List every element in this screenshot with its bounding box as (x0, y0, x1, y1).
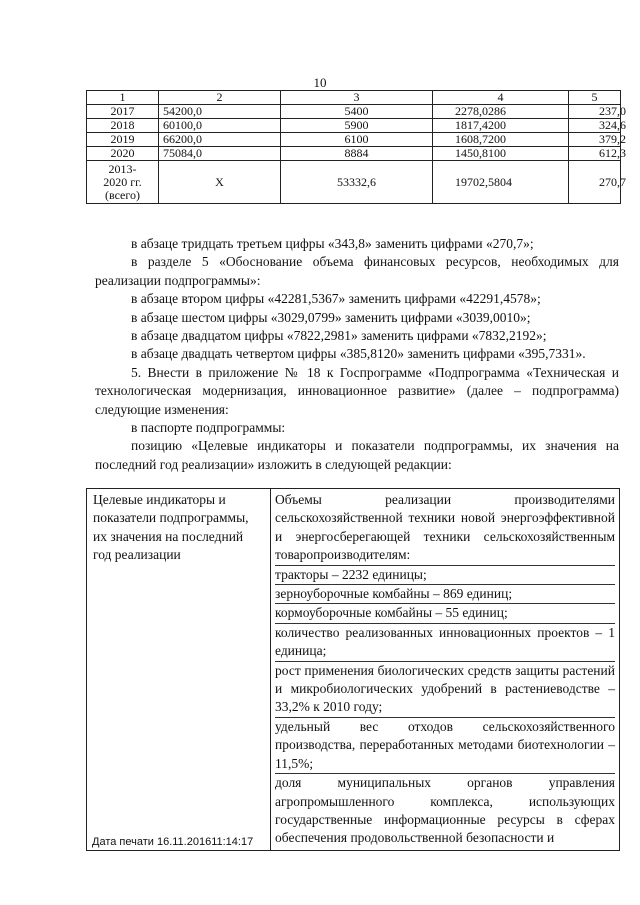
header-cell: 1 (87, 91, 159, 105)
year-cell: 2020 (87, 147, 159, 161)
paragraph: в абзаце втором цифры «42281,5367» заменить цифрами «42291,4578»; (131, 291, 541, 307)
paragraph: позицию «Целевые индикаторы и показатели подпрограммы, их значения на последний год реализации» изложить в следующей редакции: (95, 438, 619, 472)
total-label-line: 2020 гг. (103, 174, 142, 189)
year-cell: 2017 (87, 105, 159, 119)
indicator-item: удельный вес отходов сельскохозяйственного производства, переработанных методами биотехнологии – 11,5%; (275, 718, 615, 774)
paragraph: 5. Внести в приложение № 18 к Госпрограмме «Подпрограмма «Техническая и технологическая модернизация, инновационное развитие» (далее – подпрограмма) следующие изменения: (95, 364, 619, 417)
total-label-line: (всего) (104, 187, 140, 202)
table-row (87, 133, 621, 147)
value-cell: 8884 (281, 147, 433, 161)
paragraph: в разделе 5 «Обоснование объема финансовых ресурсов, необходимых для реализации подпрограммы»: (95, 254, 619, 288)
body-text (95, 235, 619, 474)
total-row (87, 161, 621, 204)
total-label-line: 2013- (108, 161, 137, 176)
value-cell: 5900 (281, 119, 433, 133)
value-cell: 237,0 (569, 105, 621, 119)
indicator-item: тракторы – 2232 единицы; (275, 566, 615, 585)
year-cell: 2018 (87, 119, 159, 133)
header-cell: 4 (433, 91, 569, 105)
total-cell: 19702,5804 (433, 161, 569, 204)
indicator-item: кормоуборочные комбайны – 55 единиц; (275, 604, 615, 623)
print-date: Дата печати 16.11.201611:14:17 (92, 836, 254, 848)
indicators-table (86, 488, 620, 851)
paragraph: в абзаце двадцать четвертом цифры «385,8120» заменить цифрами «395,7331». (131, 346, 586, 362)
value-cell: 60100,0 (159, 119, 281, 133)
value-cell: 2278,0286 (433, 105, 569, 119)
indicator-item: Объемы реализации производителями сельскохозяйственной техники новой энергоэффективной и энергосберегающей техники сельскохозяйственным товаропроизводителям: (275, 491, 615, 566)
indicator-item: количество реализованных инновационных проектов – 1 единица; (275, 624, 615, 662)
table-row (87, 105, 621, 119)
header-cell: 2 (159, 91, 281, 105)
value-cell: 1608,7200 (433, 133, 569, 147)
header-cell: 3 (281, 91, 433, 105)
value-cell: 54200,0 (159, 105, 281, 119)
indicator-item: зерноуборочные комбайны – 869 единиц; (275, 585, 615, 604)
table-row (87, 489, 620, 851)
year-cell: 2019 (87, 133, 159, 147)
indicator-item: рост применения биологических средств защиты растений и микробиологических удобрений в растениеводстве – 33,2% к 2010 году; (275, 662, 615, 718)
paragraph: в абзаце тридцать третьем цифры «343,8» заменить цифрами «270,7»; (131, 236, 534, 251)
indicators-label: Целевые индикаторы и показатели подпрограммы, их значения на последний год реализации (87, 489, 271, 851)
value-cell: 379,2 (569, 133, 621, 147)
value-cell: 324,6 (569, 119, 621, 133)
total-cell: 270,7 (569, 161, 621, 204)
total-label-cell (87, 161, 159, 204)
value-cell: 75084,0 (159, 147, 281, 161)
value-cell: 612,3 (569, 147, 621, 161)
indicator-item: доля муниципальных органов управления агропромышленного комплекса, использующих государственные информационные ресурсы в сферах обеспечения продовольственной безопасности и (275, 775, 615, 846)
total-cell: 53332,6 (281, 161, 433, 204)
page-number: 10 (313, 75, 327, 90)
paragraph: в абзаце шестом цифры «3029,0799» заменить цифрами «3039,0010»; (131, 309, 531, 325)
value-cell: 66200,0 (159, 133, 281, 147)
value-cell: 5400 (281, 105, 433, 119)
value-cell: 1817,4200 (433, 119, 569, 133)
data-table (86, 90, 626, 204)
indicators-values (271, 489, 620, 851)
table-row (87, 119, 621, 133)
value-cell: 6100 (281, 133, 433, 147)
value-cell: 1450,8100 (433, 147, 569, 161)
header-cell: 5 (569, 91, 621, 105)
table-row (87, 147, 621, 161)
paragraph: в абзаце двадцатом цифры «7822,2981» заменить цифрами «7832,2192»; (131, 328, 547, 344)
total-cell: Х (159, 161, 281, 204)
paragraph: в паспорте подпрограммы: (131, 420, 286, 436)
table-header-row (87, 91, 621, 105)
